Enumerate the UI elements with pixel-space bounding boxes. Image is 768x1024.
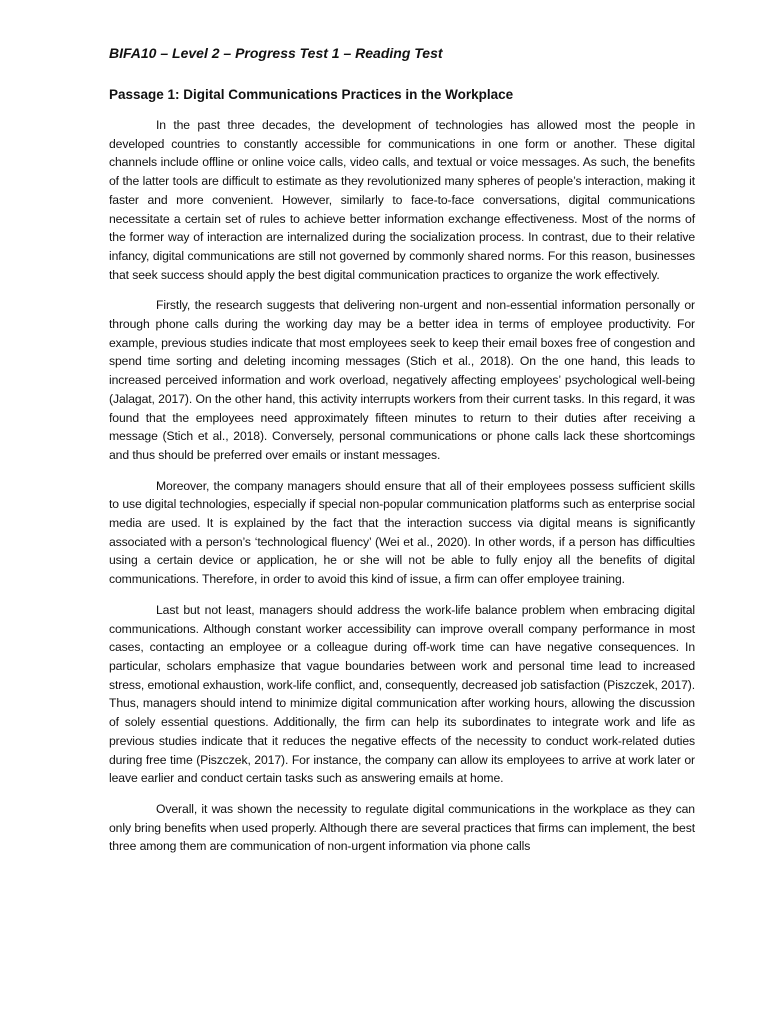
paragraph-1: In the past three decades, the development of technologies has allowed most the people in developed countries to constantly accessible for communications in one form or another. These digital channels include offline or online voice calls, video calls, and textual or voice messages. As such, the benefits of the latter tools are difficult to estimate as they revolutionized many spheres of people’s interaction, making it faster and more convenient. However, similarly to face-to-face conversations, digital communications necessitate a certain set of rules to achieve better information exchange effectiveness. Most of the norms of the former way of interaction are internalized during the socialization process. In contrast, due to their relative infancy, digital communications are still not governed by commonly shared norms. For this reason, businesses that seek success should apply the best digital communication practices to organize the work effectively. [109, 118, 695, 282]
paragraph-2: Firstly, the research suggests that delivering non-urgent and non-essential information personally or through phone calls during the working day may be a better idea in terms of employee productivity. For example, previous studies indicate that most employees seek to keep their email boxes free of congestion and spend time sorting and deleting incoming messages (Stich et al., 2018). On the one hand, this leads to increased perceived information and work overload, negatively affecting employees’ psychological well-being (Jalagat, 2017). On the other hand, this activity interrupts workers from their current tasks. In this regard, it was found that the employees need approximately fifteen minutes to return to their duties after receiving a message (Stich et al., 2018). Conversely, personal communications or phone calls lack these shortcomings and thus should be preferred over emails or instant messages. [109, 298, 695, 462]
document-header: BIFA10 – Level 2 – Progress Test 1 – Reading Test [109, 45, 443, 61]
paragraph-5: Overall, it was shown the necessity to regulate digital communications in the workplace as they can only bring benefits when used properly. Although there are several practices that firms can implement, the best three among them are communication of non-urgent information via phone calls [109, 801, 695, 854]
document-page [109, 44, 695, 868]
paragraph-3: Moreover, the company managers should ensure that all of their employees possess sufficient skills to use digital technologies, especially if special non-popular communication platforms such as enterprise social media are used. It is explained by the fact that the interaction success via digital means is significantly associated with a person’s ‘technological fluency’ (Wei et al., 2020). In other words, if a person has difficulties using a certain device or application, he or she will not be able to fully enjoy all the benefits of digital communications. Therefore, in order to avoid this kind of issue, a firm can offer employee training. [109, 478, 695, 587]
paragraph-4: Last but not least, managers should address the work-life balance problem when embracing digital communications. Although constant worker accessibility can improve overall company performance in most cases, contacting an employee or a colleague during off-work time can have negative consequences. In particular, scholars emphasize that vague boundaries between work and personal time lead to increased stress, emotional exhaustion, work-life conflict, and, consequently, decreased job satisfaction (Piszczek, 2017). Thus, managers should intend to minimize digital communication after working hours, allowing the discussion of solely essential questions. Additionally, the firm can help its subordinates to integrate work and life as previous studies indicate that it reduces the negative effects of the necessity to conduct work-related duties during free time (Piszczek, 2017). For instance, the company can allow its employees to arrive at work later or leave earlier and conduct certain tasks such as answering emails at home. [109, 602, 695, 786]
passage-title: Passage 1: Digital Communications Practices in the Workplace [109, 87, 514, 102]
